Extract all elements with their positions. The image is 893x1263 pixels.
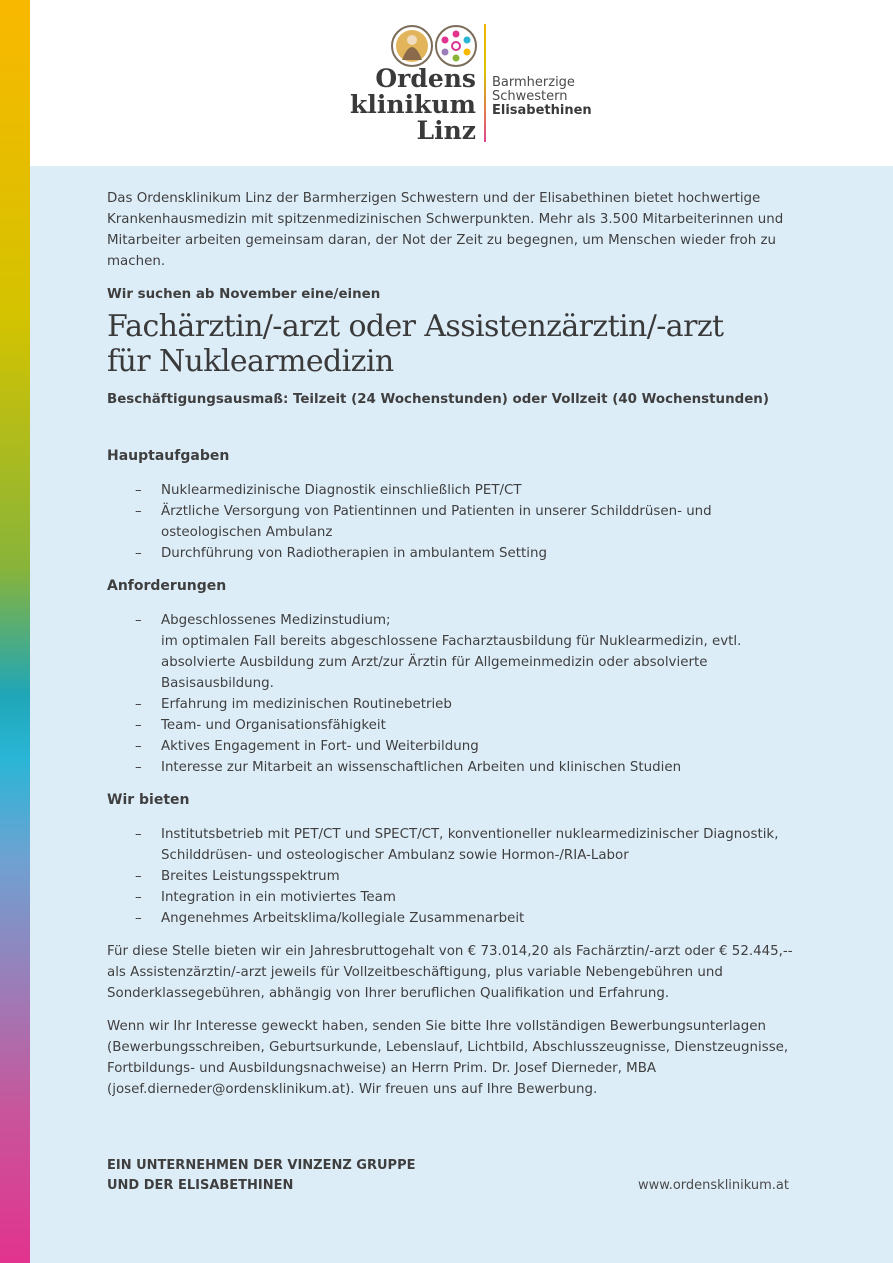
job-ad-content [107, 188, 797, 1100]
list-hauptaufgaben [107, 480, 797, 564]
application-paragraph: Wenn wir Ihr Interesse geweckt haben, senden Sie bitte Ihre vollständigen Bewerbungsunterlagen (Bewerbungsschreiben, Geburtsurkunde, Lebenslauf, Lichtbild, Abschlusszeugnisse, Dienstzeugnisse, Fortbildungs- und Ausbildungsnachweise) an Herrn Prim. Dr. Josef Dierneder, MBA (josef.dierneder@ordensklinikum.at). Wir freuen uns auf Ihre Bewerbung. [107, 1019, 789, 1097]
employment-scope: Beschäftigungsausmaß: Teilzeit (24 Wochenstunden) oder Vollzeit (40 Wochenstunden) [107, 392, 769, 407]
section-heading-wir-bieten: Wir bieten [107, 792, 190, 808]
header [30, 0, 893, 166]
list-item: – Integration in ein motiviertes Team [107, 887, 797, 908]
logo-partner-line: Barmherzige [492, 75, 575, 90]
list-item: – Angenehmes Arbeitsklima/kollegiale Zusammenarbeit [107, 908, 797, 929]
footer-company-line: UND DER ELISABETHINEN [107, 1178, 294, 1193]
logo-emblem-icon [390, 24, 480, 68]
list-item: – Institutsbetrieb mit PET/CT und SPECT/CT, konventioneller nuklearmedizinischer Diagnostik, Schilddrüsen- und osteologischer Ambulanz sowie Hormon-/RIA-Labor [107, 824, 797, 866]
list-item: – Aktives Engagement in Fort- und Weiterbildung [107, 736, 797, 757]
list-item: – Team- und Organisationsfähigkeit [107, 715, 797, 736]
list-item: – Ärztliche Versorgung von Patientinnen und Patienten in unserer Schilddrüsen- und osteologischen Ambulanz [107, 501, 797, 543]
job-title-line: für Nuklearmedizin [107, 344, 394, 379]
job-ad-panel [30, 166, 893, 1263]
logo-partner-line: Elisabethinen [492, 103, 592, 118]
list-anforderungen [107, 610, 797, 778]
logo-text-ordens: Ordens [375, 64, 476, 93]
logo-partner-line: Schwestern [492, 89, 568, 104]
section-heading-anforderungen: Anforderungen [107, 578, 227, 594]
salary-paragraph: Für diese Stelle bieten wir ein Jahresbruttogehalt von € 73.014,20 als Fachärztin/-arzt oder € 52.445,-- als Assistenzärztin/-arzt jeweils für Vollzeitbeschäftigung, plus variable Nebengebühren und Sonderklassegebühren, abhängig von Ihrer beruflichen Qualifikation und Erfahrung. [107, 944, 793, 1001]
list-item: – Erfahrung im medizinischen Routinebetrieb [107, 694, 797, 715]
color-stripe [0, 0, 30, 1263]
logo-text-linz: Linz [416, 116, 476, 145]
ordensklinikum-logo [350, 22, 600, 146]
intro-paragraph: Das Ordensklinikum Linz der Barmherzigen Schwestern und der Elisabethinen bietet hochwertige Krankenhausmedizin mit spitzenmedizinischen Schwerpunkten. Mehr als 3.500 Mitarbeiterinnen und Mitarbeiter arbeiten gemeinsam daran, der Not der Zeit zu begegnen, um Menschen wieder froh zu machen. [107, 191, 784, 269]
footer-company-line: EIN UNTERNEHMEN DER VINZENZ GRUPPE [107, 1158, 416, 1173]
list-item: – Nuklearmedizinische Diagnostik einschließlich PET/CT [107, 480, 797, 501]
search-line: Wir suchen ab November eine/einen [107, 287, 381, 302]
logo-text-klinikum: klinikum [350, 90, 476, 119]
job-title [107, 309, 797, 379]
list-item-detail: im optimalen Fall bereits abgeschlossene Facharztausbildung für Nuklearmedizin, evtl. absolvierte Ausbildung zum Arzt/zur Ärztin für Allgemeinmedizin oder absolvierte Basisausbildung. [161, 634, 742, 691]
list-item-text: Abgeschlossenes Medizinstudium; [161, 613, 391, 628]
footer-website-link[interactable]: www.ordensklinikum.at [638, 1178, 789, 1193]
list-item: – Interesse zur Mitarbeit an wissenschaftlichen Arbeiten und klinischen Studien [107, 757, 797, 778]
logo-divider [484, 24, 486, 142]
logo-partner-text [492, 76, 592, 118]
footer [107, 1156, 789, 1196]
section-heading-hauptaufgaben: Hauptaufgaben [107, 448, 230, 464]
list-item: – Durchführung von Radiotherapien in ambulantem Setting [107, 543, 797, 564]
job-title-line: Fachärztin/-arzt oder Assistenzärztin/-arzt [107, 309, 724, 344]
list-wir-bieten [107, 824, 797, 929]
list-item [107, 610, 797, 694]
list-item: – Breites Leistungsspektrum [107, 866, 797, 887]
